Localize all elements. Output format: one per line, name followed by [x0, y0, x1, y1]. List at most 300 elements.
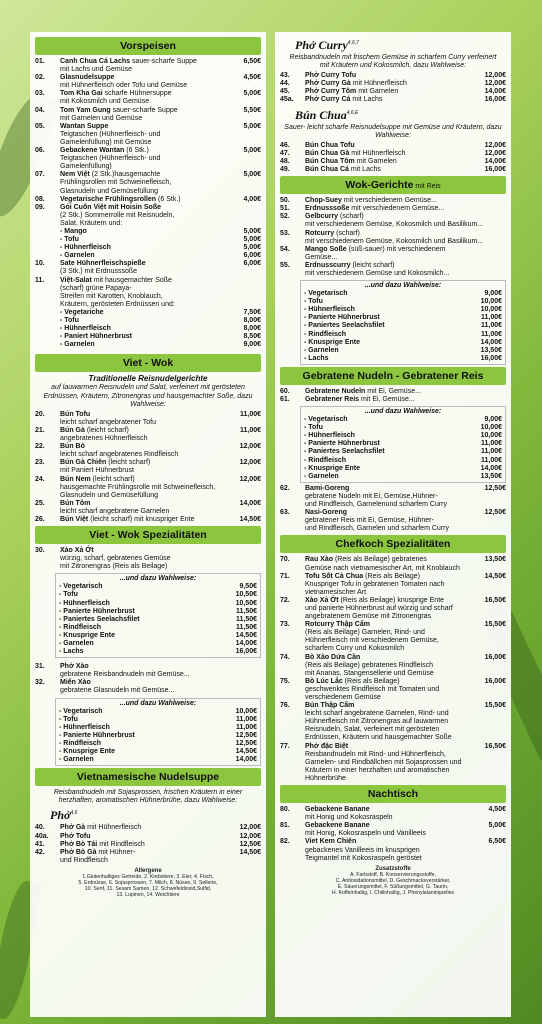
- item-name: Bún Gà: [60, 426, 85, 434]
- item-detail: Garnelenfüllung) mit Gemüse: [60, 138, 152, 146]
- variant-name: - Knusprige Ente: [304, 338, 361, 346]
- menu-item: [280, 597, 506, 605]
- item-name-wrap: [305, 80, 472, 88]
- item-price: [472, 246, 506, 262]
- variant-name: - Tofu: [304, 298, 323, 306]
- variant-row: [59, 624, 257, 632]
- variant-price: 11,00€: [235, 715, 257, 723]
- item-number: 41.: [35, 840, 45, 848]
- item-name: Tom Kha Gai: [60, 90, 103, 98]
- item-number: 49.: [280, 166, 290, 174]
- item-name: Tofu Sốt Cà Chua: [305, 572, 364, 580]
- subsection-name: Phở: [50, 808, 71, 823]
- item-name-wrap: [60, 679, 227, 687]
- variant-name: - Lachs: [304, 354, 329, 362]
- item-number: 77.: [280, 742, 290, 750]
- item-name-wrap: [305, 838, 472, 846]
- variant-name: - Vegetarisch: [304, 290, 348, 298]
- variant-price: 6,00€: [243, 252, 261, 260]
- variant-row: [59, 608, 257, 616]
- variant-price: 11,00€: [480, 440, 502, 448]
- item-name-wrap: [305, 88, 472, 96]
- item-name-wrap: [305, 197, 472, 205]
- item-detail: gebratene Glasnudeln mit Gemüse...: [60, 687, 175, 695]
- variant-price: 9,00€: [484, 416, 502, 424]
- menu-item: [280, 150, 506, 158]
- variant-price: 11,00€: [480, 456, 502, 464]
- variant-price: 5,00€: [243, 236, 261, 244]
- variant-row: [304, 355, 502, 363]
- variant-row: [35, 333, 261, 341]
- item-name-wrap: [60, 196, 227, 204]
- allergene-footer: [35, 868, 261, 898]
- variant-row: [59, 740, 257, 748]
- item-name-wrap: [60, 277, 227, 285]
- variant-name: - Vegetarisch: [59, 707, 103, 715]
- menu-item: [35, 123, 261, 131]
- footer-line: 10. Senf, 11. Sesam Samen, 12. Schwefeldioxid,Sulfid,: [84, 885, 212, 892]
- variant-price: 10,00€: [480, 306, 502, 314]
- variant-name: - Paniertes Seelachsfilet: [304, 322, 385, 330]
- footer-title: Allergene: [134, 867, 162, 874]
- variant-price: 13,50€: [480, 346, 502, 354]
- item-detail: und Rindfleisch, Garnelen und scharfem Curry: [305, 525, 449, 533]
- item-name: Bún Bò: [60, 443, 85, 451]
- item-detail: mit Ananas, Stangensellerie und Gemüse: [305, 669, 434, 677]
- item-price: [227, 663, 261, 671]
- item-desc: sauer-scharfe Suppe: [130, 58, 197, 65]
- item-detail: gebratene Reisbandnudeln mit Gemüse...: [60, 671, 190, 679]
- item-desc: sauer-scharfe Suppe: [110, 106, 178, 114]
- menu-item: [35, 411, 261, 419]
- item-name: Bún Tôm: [60, 499, 91, 507]
- item-name: Chop-Suey: [305, 197, 342, 205]
- item-detail: Hühnerbrühe: [305, 774, 346, 782]
- item-desc: mit Lachs: [350, 96, 383, 104]
- variant-row: [304, 322, 502, 330]
- item-detail: Glasnudeln und Gemüsefüllung: [60, 491, 159, 499]
- variant-name: - Vegetarisch: [304, 416, 348, 424]
- item-desc: (leicht scharf) mit knuspriger Ente: [88, 515, 195, 523]
- variant-row: [59, 724, 257, 732]
- variant-price: 16,00€: [235, 648, 257, 656]
- item-number: 74.: [280, 653, 290, 661]
- variant-name: - Tofu: [60, 236, 79, 244]
- item-price: 12,00€: [239, 832, 261, 840]
- item-name-wrap: [305, 621, 472, 629]
- item-name-wrap: [305, 150, 472, 158]
- intro-title: Traditionelle Reisnudelgerichte: [88, 374, 208, 384]
- item-name: Phở Tofu: [60, 832, 91, 840]
- item-detail: Hühnerfleisch mit Zitronengras auf lauwarmen: [305, 718, 449, 726]
- item-number: 52.: [280, 213, 290, 221]
- item-name: Phở Gà: [60, 824, 86, 832]
- menu-left-column: [30, 32, 266, 1017]
- item-detail: Frühlingsrollen mit Schweinefleisch,: [60, 179, 172, 187]
- item-desc: mit hausgemachter Soße: [91, 276, 172, 284]
- variant-name: - Rindfleisch: [304, 456, 347, 464]
- item-name-wrap: [60, 204, 227, 212]
- item-name-wrap: [60, 74, 227, 82]
- variant-name: - Rindfleisch: [304, 330, 347, 338]
- variant-price: 10,00€: [480, 432, 502, 440]
- item-price: 16,00€: [484, 677, 506, 685]
- item-name-wrap: [305, 166, 472, 174]
- variant-row: [304, 339, 502, 347]
- item-desc: mit Rindfleisch: [97, 840, 145, 848]
- section-title: Chefkoch Spezialitäten: [335, 538, 451, 551]
- item-name-wrap: [305, 72, 472, 80]
- variant-price: 14,00€: [235, 756, 257, 764]
- menu-item: [35, 663, 261, 671]
- item-price: 15,50€: [484, 621, 506, 629]
- item-name-wrap: [305, 158, 472, 166]
- item-price: 5,00€: [243, 90, 261, 98]
- menu-item: [280, 702, 506, 710]
- item-name: Phở Curry Gà: [305, 80, 351, 88]
- variant-price: 10,00€: [480, 298, 502, 306]
- variant-row: [59, 616, 257, 624]
- item-desc: (leicht scharf): [90, 475, 135, 483]
- item-name-wrap: [60, 147, 227, 155]
- variant-name: - Paniert Hühnerbrust: [60, 333, 132, 341]
- item-name: Bò Xào Dứa Cần: [305, 653, 361, 661]
- menu-item: [280, 822, 506, 830]
- item-name: Tom Yam Gung: [60, 106, 111, 114]
- menu-item: [280, 142, 506, 150]
- item-name-wrap: [305, 743, 472, 751]
- item-name: Wantan Suppe: [60, 122, 109, 130]
- item-name-wrap: [60, 833, 227, 841]
- item-number: 45.: [280, 88, 290, 96]
- item-price: 6,50€: [243, 58, 261, 65]
- item-name: Bún Chua Tôm: [305, 157, 355, 165]
- variant-name: - Knusprige Ente: [59, 748, 116, 756]
- menu-item: [280, 213, 506, 221]
- variant-row: [304, 440, 502, 448]
- variant-price: 10,00€: [235, 707, 257, 715]
- item-name-wrap: [305, 556, 472, 564]
- item-price: 6,50€: [488, 838, 506, 846]
- item-detail: (Reis als Beilage) gebratenes Rindfleisch: [305, 661, 434, 669]
- item-number: 43.: [280, 72, 290, 80]
- variant-name: - Lachs: [59, 648, 84, 656]
- item-price: 5,00€: [243, 122, 261, 130]
- variant-name: - Rindfleisch: [59, 739, 102, 747]
- item-number: 75.: [280, 677, 290, 685]
- item-number: 45a.: [280, 96, 294, 104]
- item-name-wrap: [305, 262, 472, 270]
- item-name: Việt-Salat: [60, 276, 92, 284]
- item-detail: Teigmantel mit Kokosraspeln geröstet: [305, 854, 422, 862]
- variant-price: 11,00€: [235, 723, 257, 731]
- item-name-wrap: [305, 205, 472, 213]
- item-name: Rau Xào: [305, 556, 334, 564]
- item-detail: leicht scharf angebratene Garnelen, Rind- und: [305, 710, 449, 718]
- item-name: Phở Curry Cá: [305, 96, 351, 104]
- subsection-name: Phở Curry: [295, 38, 348, 52]
- item-detail: leicht scharf angebratener Tofu: [60, 418, 156, 426]
- item-name-wrap: [60, 171, 227, 179]
- item-desc: scharfe Hühnersuppe: [102, 90, 172, 98]
- item-desc: mit Hühner-: [96, 848, 135, 856]
- item-name-wrap: [60, 411, 227, 419]
- item-number: 61.: [280, 396, 290, 403]
- menu-item: [35, 277, 261, 285]
- variant-name: - Garnelen: [59, 756, 94, 764]
- item-detail: Teigtaschen (Hühnerfleisch- und: [60, 130, 161, 138]
- item-number: 47.: [280, 149, 290, 157]
- menu-item: [35, 147, 261, 155]
- item-name: Bún Nem: [60, 475, 91, 483]
- item-name: Bún Chua Tofu: [305, 141, 355, 149]
- item-number: 76.: [280, 702, 290, 710]
- item-detail: gebackenes Vanilleeis im knusprigen: [305, 846, 420, 854]
- footer-line: 13. Lupinen, 14. Weichtiere: [116, 891, 180, 898]
- menu-right-column: [275, 32, 511, 1017]
- variant-box: [55, 698, 261, 767]
- allergen-codes: 4,6: [70, 810, 78, 817]
- menu-item: [280, 838, 506, 846]
- variant-name: - Tofu: [304, 424, 323, 432]
- menu-item: [280, 556, 506, 564]
- item-detail: mit verschiedenem Gemüse, Kokosmilch und Basilikum...: [305, 237, 484, 245]
- item-price: 14,50€: [239, 515, 261, 523]
- subsection-title: [295, 108, 506, 123]
- item-price: [227, 204, 261, 212]
- item-price: 11,00€: [239, 426, 261, 434]
- variant-row: [59, 748, 257, 756]
- item-detail: mit Lachs und Gemüse: [60, 66, 132, 74]
- item-name-wrap: [305, 509, 472, 517]
- item-name: Viet Kem Chiên: [305, 838, 357, 846]
- item-price: [227, 277, 261, 285]
- item-name: Phở Bò Tái: [60, 840, 98, 848]
- item-name: Bami-Goreng: [305, 484, 350, 492]
- item-price: 12,50€: [239, 840, 261, 848]
- variant-name: - Rindfleisch: [59, 623, 102, 631]
- menu-item: [35, 841, 261, 849]
- item-price: 6,00€: [243, 260, 261, 268]
- item-detail: Glasnudeln und Gemüsefüllung: [60, 187, 159, 195]
- menu-item: [280, 205, 506, 213]
- variant-row: [304, 457, 502, 465]
- variant-row: [59, 600, 257, 608]
- item-name-wrap: [60, 500, 227, 508]
- item-detail: mit Garnelen und Gemüse: [60, 114, 143, 122]
- item-number: 21.: [35, 426, 45, 434]
- variant-name: - Garnelen: [304, 472, 339, 480]
- item-name: Erdnusscurry: [305, 261, 351, 269]
- variant-row: [59, 708, 257, 716]
- item-name: Gebackene Banane: [305, 806, 370, 814]
- item-price: 14,00€: [484, 88, 506, 96]
- variant-row: [304, 432, 502, 440]
- item-detail: mit Honig und Kokosraspeln: [305, 814, 393, 822]
- subsection-name: Bún Chua: [295, 107, 347, 122]
- item-number: 23.: [35, 459, 45, 467]
- dazu-label: ...und dazu Wahlweise:: [364, 282, 442, 290]
- item-detail: mit Honig, Kokosraspeln und Vanilleeis: [305, 830, 426, 838]
- variant-name: - Garnelen: [60, 252, 95, 260]
- variant-row: [59, 591, 257, 599]
- item-detail: Kräutern in einer herzhaften und aromatischen: [305, 766, 450, 774]
- item-number: 11.: [35, 276, 45, 284]
- item-number: 10.: [35, 260, 45, 268]
- item-name-wrap: [305, 654, 472, 662]
- variant-name: - Vegetarisch: [59, 583, 103, 591]
- item-detail: angebratenes Hühnerfleisch: [60, 435, 148, 443]
- menu-item: [280, 806, 506, 814]
- menu-item: [35, 824, 261, 832]
- variant-row: [35, 309, 261, 317]
- item-price: [472, 213, 506, 221]
- item-detail: hausgemachte Frühlingsrolle mit Schweinefleisch,: [60, 483, 216, 491]
- item-detail: Teigtaschen (Hühnerfleisch- und: [60, 155, 161, 163]
- item-name: Phở Xào: [60, 663, 89, 671]
- item-price: 4,50€: [488, 806, 506, 814]
- variant-name: - Garnelen: [304, 346, 339, 354]
- item-desc: (Reis als Beilage) gebratenes: [333, 556, 427, 564]
- item-detail: angebratenem Gemüse mit Zitronengras: [305, 613, 432, 621]
- item-price: 12,00€: [484, 72, 506, 80]
- item-name: Bún Chua Cá: [305, 166, 349, 174]
- item-number: 63.: [280, 509, 290, 517]
- variant-row: [59, 648, 257, 656]
- item-price: 12,00€: [484, 80, 506, 88]
- item-name-wrap: [60, 459, 227, 467]
- item-detail: gebratene Nudeln mit Ei, Gemüse,Hühner-: [305, 492, 438, 500]
- item-name: Bún Tofu: [60, 410, 91, 418]
- variant-price: 10,50€: [235, 599, 257, 607]
- variant-box: [300, 280, 506, 365]
- variant-price: 8,00€: [243, 317, 261, 324]
- item-number: 32.: [35, 679, 45, 687]
- item-desc: (leicht scharf): [84, 426, 129, 434]
- item-detail: Garnelenfüllung): [60, 163, 112, 171]
- variant-name: - Garnelen: [59, 640, 94, 647]
- item-name-wrap: [305, 702, 472, 710]
- variant-row: [59, 632, 257, 640]
- variant-price: 8,50€: [243, 333, 261, 341]
- item-number: 25.: [35, 499, 45, 507]
- item-desc: mit Hühnerfleisch: [349, 149, 406, 157]
- menu-item: [35, 547, 261, 555]
- item-detail: (scharf) grüne Papaya-: [60, 284, 132, 292]
- footer-line: C. Antioxidationsmittel, D. Geschmacksverstärker,: [335, 877, 451, 884]
- item-name-wrap: [305, 142, 472, 150]
- item-name-wrap: [60, 260, 227, 268]
- item-price: 12,00€: [239, 443, 261, 451]
- item-name: Bún Gà Chiên: [60, 459, 107, 467]
- dazu-label: ...und dazu Wahlweise:: [119, 575, 197, 583]
- variant-row: [35, 325, 261, 333]
- item-name: Bún Thập Cẩm: [305, 702, 355, 710]
- variant-name: - Paniertes Seelachsfilet: [304, 448, 385, 456]
- variant-price: 5,00€: [243, 227, 261, 235]
- variant-price: 9,00€: [484, 290, 502, 298]
- item-name-wrap: [305, 678, 472, 686]
- menu-item: [35, 459, 261, 467]
- item-detail: mit Zitronengras (Reis als Beilage): [60, 563, 168, 571]
- item-price: 16,50€: [484, 596, 506, 604]
- item-number: 51.: [280, 205, 290, 213]
- item-number: 81.: [280, 822, 290, 830]
- menu-item: [280, 166, 506, 174]
- item-price: [227, 547, 261, 555]
- variant-row: [304, 331, 502, 339]
- item-price: 16,00€: [484, 96, 506, 104]
- item-detail: Gemüse nach vietnamesischer Art, mit Knoblauch: [305, 564, 460, 572]
- item-detail: scharfem Curry und Kokosmilch: [305, 645, 405, 653]
- variant-row: [59, 640, 257, 648]
- menu-item: [35, 171, 261, 179]
- item-name-wrap: [305, 396, 472, 404]
- item-number: 24.: [35, 475, 45, 483]
- item-desc: mit verschiedenem Gemüse...: [341, 197, 437, 205]
- item-number: 09.: [35, 203, 45, 211]
- item-detail: leicht scharf angebratene Garnelen: [60, 507, 170, 515]
- item-name-wrap: [60, 476, 227, 484]
- subsection-title: [295, 38, 506, 53]
- item-name-wrap: [60, 107, 227, 115]
- variant-row: [304, 306, 502, 314]
- item-price: [472, 230, 506, 238]
- allergen-codes: 4,6,7: [347, 40, 359, 46]
- item-name-wrap: [60, 663, 227, 671]
- section-intro: [39, 375, 257, 408]
- section-intro: Sauer- leicht scharfe Reisnudelsuppe mit Gemüse und Kräutern, dazu Wahlweise:: [284, 123, 502, 139]
- item-detail: Reisnudeln, Salat, verfeinert mit gerösteten: [305, 726, 440, 734]
- footer-title: Zusatzstoffe: [375, 865, 411, 872]
- item-detail: (3 Stk.) mit Erdnusssoße: [60, 268, 138, 276]
- item-desc: mit Hühnerfleisch: [85, 824, 142, 832]
- item-name: Rotcurry Thập Cẩm: [305, 621, 370, 629]
- item-name-wrap: [60, 841, 227, 849]
- item-detail: Garnelen- und Rindbällchen mit Sojasprossen und: [305, 758, 462, 766]
- section-title: Wok-Gerichte: [345, 179, 414, 192]
- variant-row: [35, 228, 261, 236]
- item-name: Gelbcurry: [305, 213, 339, 221]
- item-number: 70.: [280, 556, 290, 564]
- item-number: 08.: [35, 195, 45, 203]
- variant-name: - Hühnerfleisch: [60, 325, 111, 333]
- item-detail: geschwenktes Rindfleisch mit Tomaten und: [305, 685, 440, 693]
- item-desc: mit Ei, Gemüse...: [365, 387, 421, 395]
- section-title: Vorspeisen: [120, 40, 176, 52]
- menu-item: [280, 246, 506, 262]
- item-number: 31.: [35, 663, 45, 671]
- variant-row: [304, 290, 502, 298]
- variant-row: [59, 756, 257, 764]
- item-name: Sate Hühnerfleischspieße: [60, 260, 146, 268]
- variant-name: - Panierte Hühnerbrust: [59, 607, 135, 615]
- variant-row: [304, 473, 502, 481]
- menu-item: [280, 230, 506, 238]
- variant-price: 12,50€: [235, 731, 257, 739]
- item-price: [472, 396, 506, 404]
- item-number: 02.: [35, 74, 45, 82]
- section-title-note: mit Reis: [413, 183, 441, 191]
- menu-item: [35, 516, 261, 524]
- menu-item: [280, 197, 506, 205]
- menu-item: [35, 443, 261, 451]
- item-name: Gỏi Cuốn Việt mit Hoisin Soße: [60, 203, 161, 211]
- menu-item: [35, 58, 261, 66]
- section-header: [280, 367, 506, 385]
- item-number: 07.: [35, 171, 45, 179]
- variant-price: 11,00€: [480, 448, 502, 456]
